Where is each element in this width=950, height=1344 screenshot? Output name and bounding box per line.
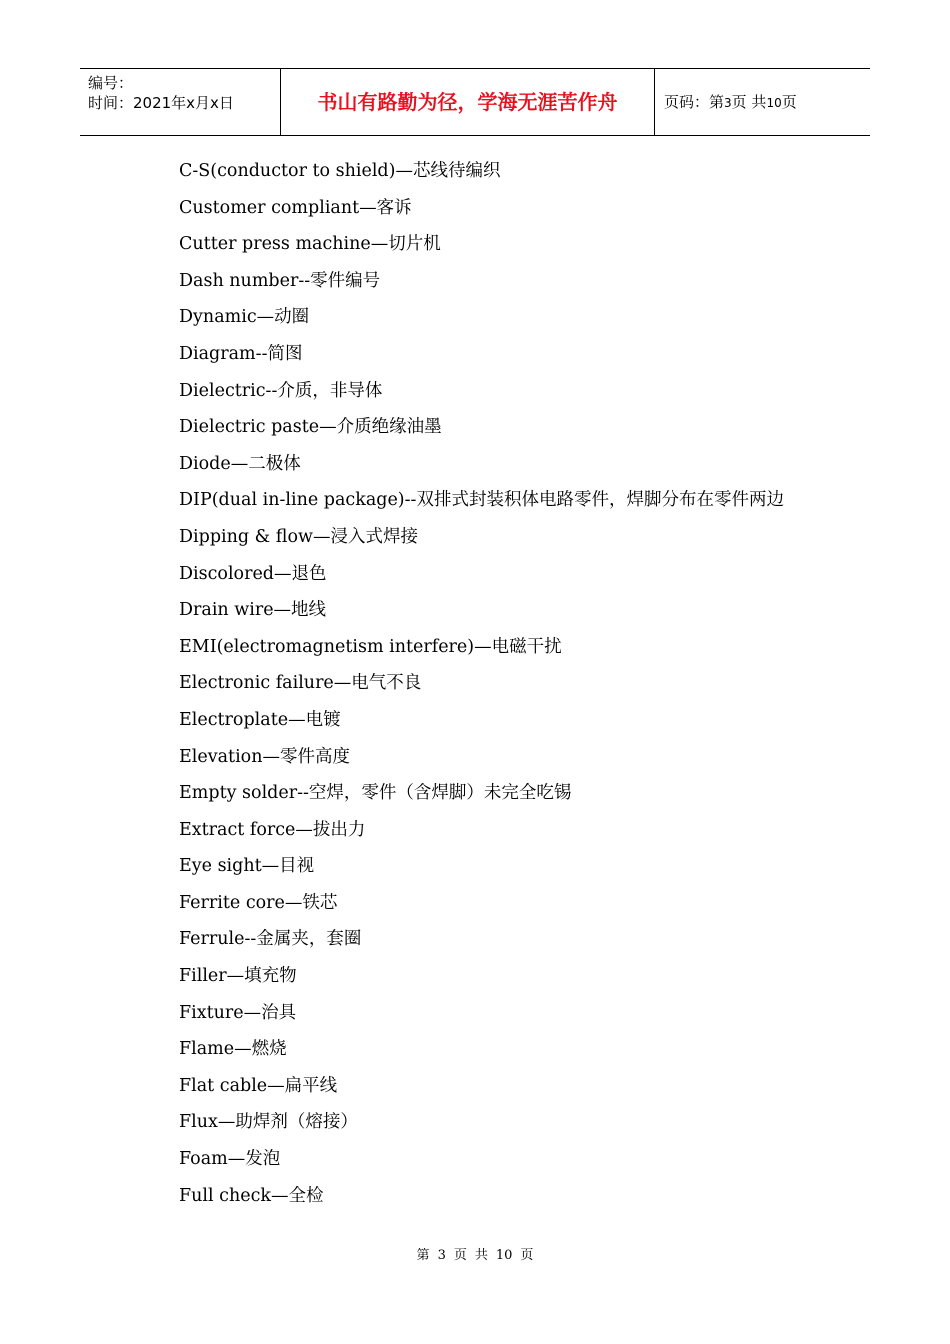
glossary-entry: Cutter press machine—切片机 xyxy=(179,234,441,255)
glossary-entry: Diagram--简图 xyxy=(179,343,303,364)
glossary-entry: Discolored—退色 xyxy=(179,563,327,584)
glossary-entry: Foam—发泡 xyxy=(179,1149,281,1170)
glossary-entry: Empty solder--空焊，零件（含焊脚）未完全吃锡 xyxy=(179,783,572,804)
glossary-entry: DIP(dual in-line package)--双排式封装积体电路零件，焊脚分布在零件两边 xyxy=(179,490,784,511)
footer-gong: 共 xyxy=(474,1248,488,1263)
glossary-entry: Flame—燃烧 xyxy=(179,1039,287,1060)
footer-ye-end: 页 xyxy=(520,1248,534,1263)
footer-total-pages: 10 xyxy=(495,1248,513,1263)
page-suffix: 页 xyxy=(781,93,797,111)
footer-di: 第 xyxy=(416,1248,430,1263)
page-current-number: 3 xyxy=(724,96,732,110)
glossary-entry: Dielectric paste—介质绝缘油墨 xyxy=(179,417,442,438)
header-page-indicator xyxy=(655,69,870,135)
glossary-entry: Flux—助焊剂（熔接） xyxy=(179,1112,358,1133)
document-number-label: 编号： xyxy=(88,74,134,92)
glossary-entry: Dielectric--介质，非导体 xyxy=(179,380,383,401)
glossary-entry: Ferrule--金属夹，套圈 xyxy=(179,929,362,950)
glossary-entry: Dipping & flow—浸入式焊接 xyxy=(179,526,418,547)
page-middle: 页 共 xyxy=(731,93,767,111)
glossary-entry: Dynamic—动圈 xyxy=(179,307,310,328)
page-footer xyxy=(0,1244,950,1263)
glossary-entry: C-S(conductor to shield)—芯线待编织 xyxy=(179,161,501,181)
glossary-entry: Fixture—治具 xyxy=(179,1002,297,1023)
header-meta xyxy=(80,69,281,135)
page-header xyxy=(80,68,870,136)
glossary-entry: Full check—全检 xyxy=(179,1185,324,1206)
glossary-list xyxy=(179,153,784,1214)
page-prefix: 页码：第 xyxy=(664,93,725,111)
glossary-entry: Electronic failure—电气不良 xyxy=(179,673,422,694)
glossary-entry: Customer compliant—客诉 xyxy=(179,197,412,218)
glossary-entry: Ferrite core—铁芯 xyxy=(179,892,338,913)
glossary-entry: Drain wire—地线 xyxy=(179,600,327,621)
glossary-entry: Extract force—拔出力 xyxy=(179,819,366,840)
header-motto: 书山有路勤为径，学海无涯苦作舟 xyxy=(281,69,655,135)
glossary-entry: Electroplate—电镀 xyxy=(179,709,341,730)
glossary-entry: Elevation—零件高度 xyxy=(179,746,350,767)
glossary-entry: Filler—填充物 xyxy=(179,966,297,987)
glossary-entry: Dash number--零件编号 xyxy=(179,270,381,291)
document-date-label: 时间：2021年x月x日 xyxy=(88,94,234,112)
glossary-entry: Eye sight—目视 xyxy=(179,856,315,877)
glossary-entry: Diode—二极体 xyxy=(179,453,301,474)
footer-current-page: 3 xyxy=(437,1248,446,1263)
glossary-entry: EMI(electromagnetism interfere)—电磁干扰 xyxy=(179,636,562,657)
glossary-entry: Flat cable—扁平线 xyxy=(179,1075,338,1096)
page-total-number: 10 xyxy=(766,96,782,110)
footer-ye: 页 xyxy=(453,1248,467,1263)
